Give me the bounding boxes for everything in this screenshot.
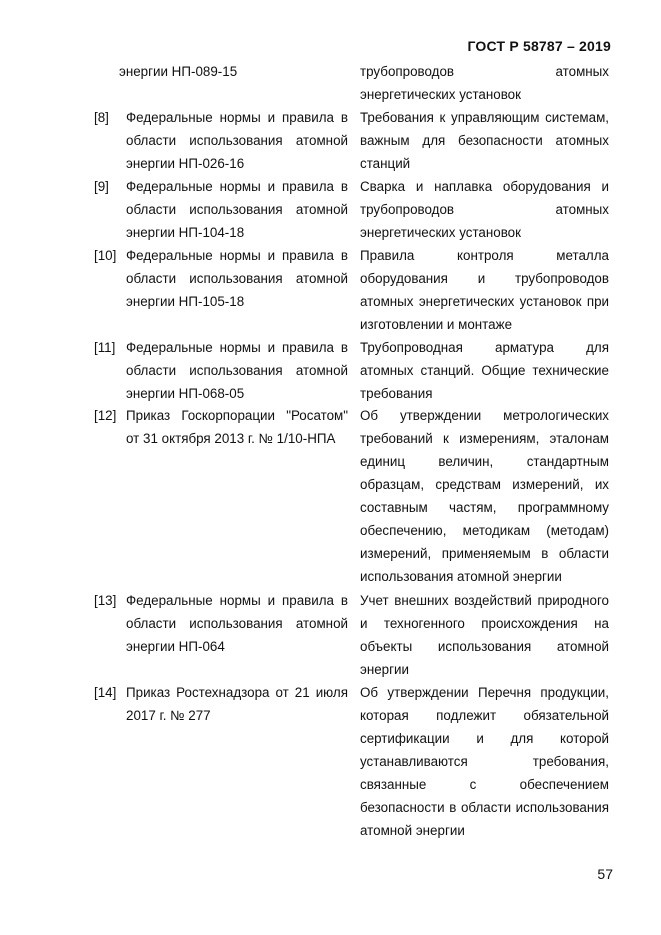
ref-right-line: Трубопроводная арматура для bbox=[360, 340, 609, 355]
ref-right-line: измерений, применяемым в области bbox=[360, 546, 609, 561]
ref-right-line: энергетических установок bbox=[360, 225, 521, 240]
ref-right-line: и техногенного происхождения на bbox=[360, 616, 609, 631]
ref-right-line: объекты использования атомной bbox=[360, 639, 609, 654]
ref-right-line: Учет внешних воздействий природного bbox=[360, 593, 609, 608]
ref-number: [11] bbox=[94, 340, 116, 355]
ref-right-line: требования bbox=[360, 386, 433, 401]
ref-right-line: которая подлежит обязательной bbox=[360, 708, 609, 723]
ref-right-line: станций bbox=[360, 156, 411, 171]
ref-left-line: энергии НП-089-15 bbox=[119, 64, 238, 79]
ref-left-line: Федеральные нормы и правила в bbox=[126, 110, 348, 125]
ref-right-line: единиц величин, стандартным bbox=[360, 454, 609, 469]
ref-left-line: от 31 октября 2013 г. № 1/10-НПА bbox=[126, 431, 336, 446]
ref-number: [12] bbox=[94, 408, 117, 423]
ref-left-line: Приказ Ростехнадзора от 21 июля bbox=[126, 685, 348, 700]
ref-right-line: оборудования и трубопроводов bbox=[360, 271, 609, 286]
ref-right-line: изготовлении и монтаже bbox=[360, 317, 513, 332]
ref-left-line: энергии НП-104-18 bbox=[126, 225, 245, 240]
ref-right-line: образцам, средствам измерений, их bbox=[360, 477, 609, 492]
ref-left-line: энергии НП-026-16 bbox=[126, 156, 245, 171]
ref-right-line: трубопроводов атомных bbox=[360, 64, 609, 79]
ref-right-line: Сварка и наплавка оборудования и bbox=[360, 179, 609, 194]
ref-right-line: энергии bbox=[360, 662, 409, 677]
ref-left-line: области использования атомной bbox=[126, 616, 348, 631]
ref-right-line: требований к измерениям, эталонам bbox=[360, 431, 609, 446]
ref-left-line: Федеральные нормы и правила в bbox=[126, 179, 348, 194]
ref-right-line: важным для безопасности атомных bbox=[360, 133, 609, 148]
ref-right-line: использования атомной энергии bbox=[360, 569, 562, 584]
ref-right-line: атомных энергетических установок при bbox=[360, 294, 609, 309]
ref-left-line: области использования атомной bbox=[126, 271, 348, 286]
ref-left-line: Федеральные нормы и правила в bbox=[126, 248, 348, 263]
ref-right-line: Об утверждении Перечня продукции, bbox=[360, 685, 609, 700]
ref-right-line: атомной энергии bbox=[360, 823, 465, 838]
ref-left-line: энергии НП-068-05 bbox=[126, 386, 245, 401]
ref-right-line: энергетических установок bbox=[360, 87, 521, 102]
ref-number: [14] bbox=[94, 685, 117, 700]
ref-left-line: Федеральные нормы и правила в bbox=[126, 593, 348, 608]
ref-right-line: Требования к управляющим системам, bbox=[360, 110, 609, 125]
ref-number: [10] bbox=[94, 248, 117, 263]
ref-left-line: Федеральные нормы и правила в bbox=[126, 340, 348, 355]
ref-right-line: связанные с обеспечением bbox=[360, 777, 609, 792]
ref-left-line: энергии НП-105-18 bbox=[126, 294, 245, 309]
ref-left-line: энергии НП-064 bbox=[126, 639, 225, 654]
document-header: ГОСТ Р 58787 – 2019 bbox=[467, 38, 611, 54]
page-number: 57 bbox=[597, 866, 613, 882]
ref-right-line: безопасности в области использования bbox=[360, 800, 609, 815]
ref-right-line: атомных станций. Общие технические bbox=[360, 363, 609, 378]
ref-number: [9] bbox=[94, 179, 109, 194]
ref-right-line: сертификации и для которой bbox=[360, 731, 609, 746]
ref-right-line: Правила контроля металла bbox=[360, 248, 609, 263]
ref-right-line: трубопроводов атомных bbox=[360, 202, 609, 217]
ref-left-line: области использования атомной bbox=[126, 133, 348, 148]
ref-right-line: обеспечению, методикам (методам) bbox=[360, 523, 609, 538]
ref-left-line: области использования атомной bbox=[126, 363, 348, 378]
ref-right-line: составным частям, программному bbox=[360, 500, 609, 515]
ref-right-line: устанавливаются требования, bbox=[360, 754, 609, 769]
ref-left-line: области использования атомной bbox=[126, 202, 348, 217]
ref-right-line: Об утверждении метрологических bbox=[360, 408, 609, 423]
ref-left-line: Приказ Госкорпорации "Росатом" bbox=[126, 408, 348, 423]
ref-number: [13] bbox=[94, 593, 117, 608]
ref-left-line: 2017 г. № 277 bbox=[126, 708, 211, 723]
ref-number: [8] bbox=[94, 110, 109, 125]
